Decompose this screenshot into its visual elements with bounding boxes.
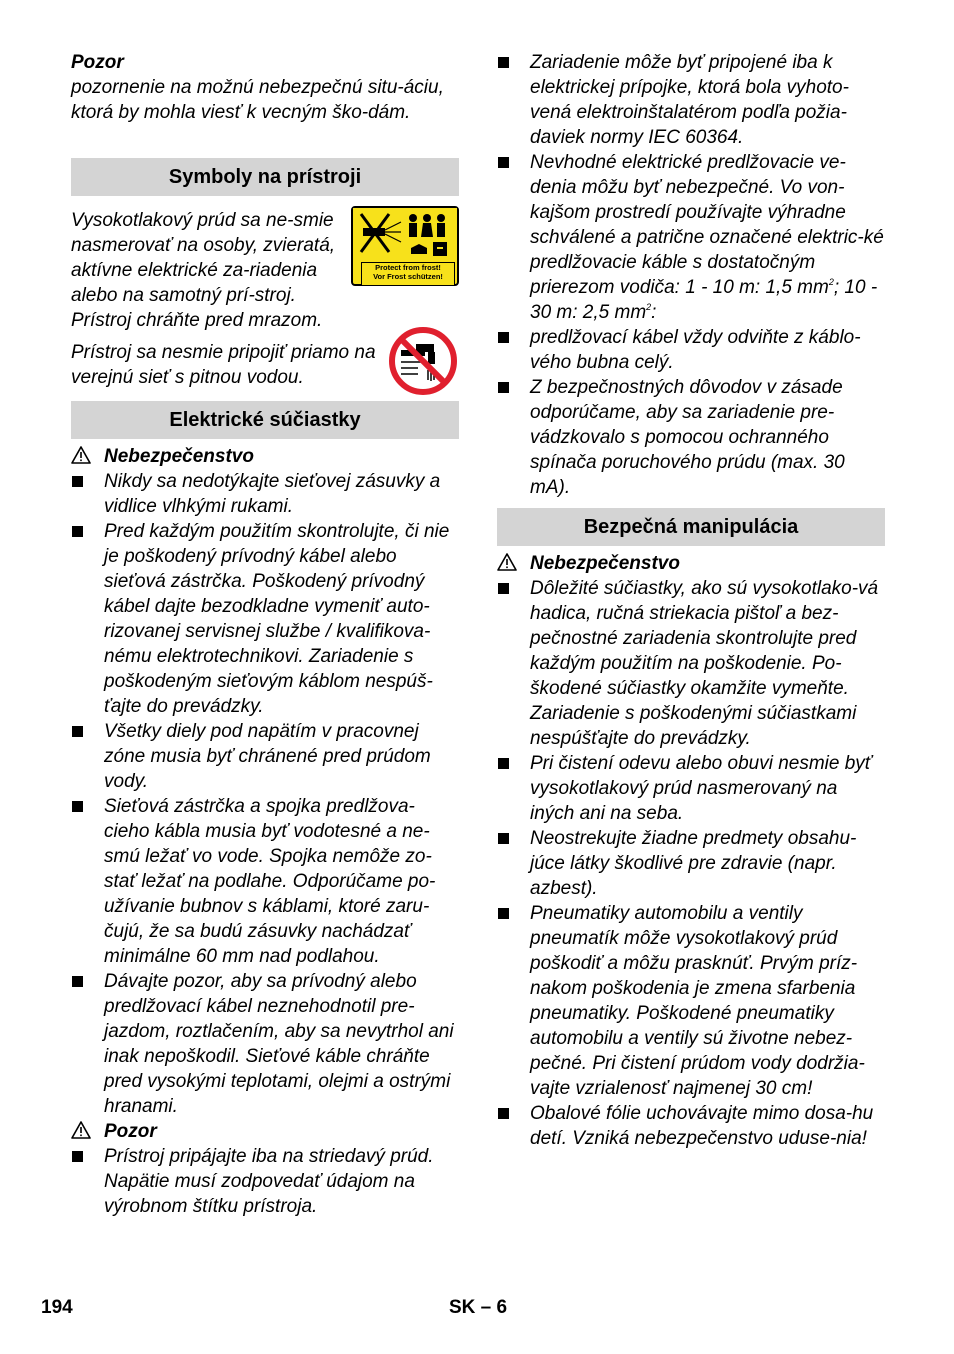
electrical-heading: Elektrické súčiastky [71,401,459,439]
danger-title-right: Nebezpečenstvo [530,553,680,574]
caution-warning [71,1119,459,1144]
bullet-square-icon [72,976,83,987]
list-item: predlžovací kábel vždy odviňte z káblo-vého bubna celý. [530,327,861,373]
bullet-square-icon [498,57,509,68]
water-block [71,340,459,396]
cable-text-c: : [651,302,657,323]
cable-text-b: ; 10 - 30 m: 2,5 mm [530,277,878,323]
list-item: Nikdy sa nedotýkajte sieťovej zásuvky a vidlice vlhkými rukami. [104,471,441,517]
bullet-square-icon [498,583,509,594]
bullet-square-icon [72,801,83,812]
frost-label-de: Vor Frost schützen! [373,272,443,281]
danger-list [71,469,459,1119]
danger-warning-right [497,551,885,576]
cable-text-a: Nevhodné elektrické predlžovacie ve-denia môžu byť nebezpečné. Vo von-kajšom prostredí používajte výhradne schválené a patrične označené elektric-ké predlžovacie káble s dostatočným prierezom vodiča: 1 - 10 m: 1,5 mm [530,152,884,298]
bullet-square-icon [498,833,509,844]
cable-item [497,150,885,325]
cable-sup-2: 2 [646,302,652,312]
page-number: 194 [41,1297,73,1318]
page-label: SK – 6 [449,1297,508,1318]
no-spray-warning-label-icon [351,206,459,286]
warning-triangle-icon [71,1121,91,1139]
symbols-heading: Symboly na prístroji [71,158,459,196]
list-item: Pred každým použitím skontrolujte, či nie je poškodený prívodný kábel alebo sieťová zástrčka. Poškodený prívodný kábel dajte bezodkladne vymeniť auto-rizovanej servisnej službe / kvalifikova-nému elektrotechnikovi. Zariadenie s poškodeným sieťovým káblom nespúš-ťajte do prevádzky. [104,521,450,717]
symbols-text-frost: Prístroj chráňte pred mrazom. [71,310,323,331]
symbols-block [71,208,459,308]
caution-text: pozornenie na možnú nebezpečnú situ-áciu, ktorá by mohla viesť k vecným ško-dám. [71,77,444,123]
bullet-square-icon [498,758,509,769]
list-item: Zariadenie môže byť pripojené iba k elektrickej prípojke, ktorá bola vyhoto-vená elektroinštalatérom podľa požia-daviek normy IEC 60364. [530,52,849,148]
list-item: Prístroj pripájajte iba na striedavý prúd. Napätie musí zodpovedať údajom na výrobnom štítku prístroja. [104,1146,434,1217]
symbols-text-spray: Vysokotlakový prúd sa ne-smie nasmerovať na osoby, zvieratá, aktívne elektrické za-riadenia alebo na samotný prí-stroj. [71,210,336,306]
list-item: Sieťová zástrčka a spojka predlžova-cieho kábla musia byť vodotesné a ne-smú ležať vo vode. Spojka nemôže zo-stať ležať na podlahe. Odporúčame po-užívanie bubnov s káblami, ktoré zaru-čujú, že sa budú zásuvky nachádzať minimálne 60 mm nad podlahou. [104,796,436,967]
danger-title: Nebezpečenstvo [104,446,254,467]
bullet-square-icon [498,157,509,168]
no-drinking-water-connection-icon [388,326,458,396]
list-item: Dôležité súčiastky, ako sú vysokotlako-vá hadica, ručná striekacia pištoľ a bez-pečnostné zariadenia skontrolujte pred každým použitím na poškodenie. Po-škodené súčiastky okamžite vymeňte. Zariadenie s poškodenými súčiastkami nespúšťajte do prevádzky. [530,578,879,749]
handling-heading: Bezpečná manipulácia [497,508,885,546]
caution2-title: Pozor [104,1121,157,1142]
list-item: Z bezpečnostných dôvodov v zásade odporúčame, aby sa zariadenie pre-vádzkovalo s pomocou ochranného spínača poruchového prúdu (max. 30 mA). [530,377,845,498]
bullet-square-icon [498,382,509,393]
bullet-square-icon [72,526,83,537]
caution-title: Pozor [71,52,124,73]
warning-triangle-icon [71,446,91,464]
warning-triangle-icon [497,553,517,571]
left-column [71,50,459,1219]
bullet-square-icon [498,332,509,343]
bullet-square-icon [72,726,83,737]
caution-list [71,1144,459,1219]
bullet-square-icon [498,908,509,919]
right-column [497,50,885,1151]
cable-sup-1: 2 [828,277,834,287]
frost-label-en: Protect from frost! [375,263,441,272]
handling-list [497,576,885,1151]
bullet-square-icon [498,1108,509,1119]
list-item: Všetky diely pod napätím v pracovnej zóne musia byť chránené pred prúdom vody. [104,721,431,792]
bullet-square-icon [72,476,83,487]
list-item: Obalové fólie uchovávajte mimo dosa-hu detí. Vzniká nebezpečenstvo uduse-nia! [530,1103,874,1149]
bullet-square-icon [72,1151,83,1162]
list-item: Dávajte pozor, aby sa prívodný alebo predlžovací kábel neznehodnotil pre-jazdom, roztlačením, aby sa nevytrhol ani inak nepoškodil. Sieťové káble chráňte pred vysokými teplotami, olejmi a ostrými hranami. [104,971,454,1117]
danger-warning [71,444,459,469]
symbols-text-water: Prístroj sa nesmie pripojiť priamo na verejnú sieť s pitnou vodou. [71,342,376,388]
list-item: Pri čistení odevu alebo obuvi nesmie byť vysokotlakový prúd nasmerovaný na iných ani na seba. [530,753,872,824]
list-item: Pneumatiky automobilu a ventily pneumatík môže vysokotlakový prúd poškodiť a môžu prasknúť. Prvým príz-nakom poškodenia je zmena sfarbenia pneumatiky. Poškodené pneumatiky automobilu a ventily sú životne nebez-pečné. Pri čistení prúdom vody dodržia-vajte vzrialenosť najmenej 30 cm! [530,903,865,1099]
list-item: Neostrekujte žiadne predmety obsahu-júce látky škodlivé pre zdravie (napr. azbest). [530,828,857,899]
